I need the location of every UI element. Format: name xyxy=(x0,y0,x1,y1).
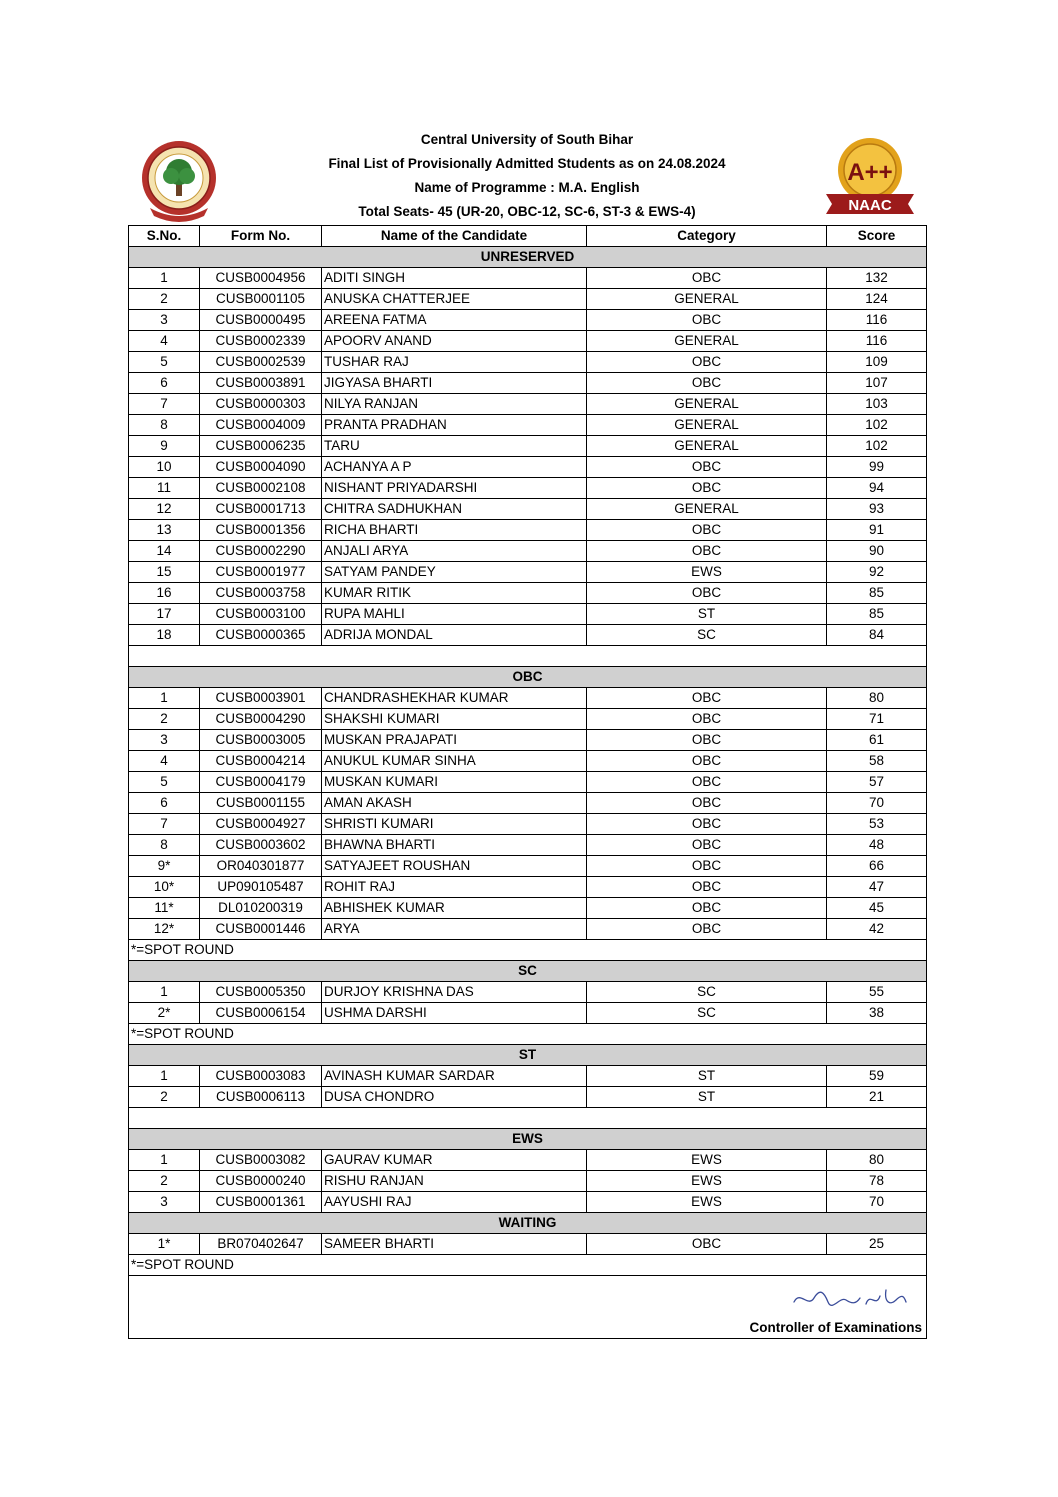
row-candidate-name: ANJALI ARYA xyxy=(322,541,587,562)
row-score: 38 xyxy=(827,1003,927,1024)
row-sno: 9 xyxy=(129,436,200,457)
row-score: 92 xyxy=(827,562,927,583)
section-title: EWS xyxy=(129,1129,927,1150)
row-score: 66 xyxy=(827,856,927,877)
row-candidate-name: BHAWNA BHARTI xyxy=(322,835,587,856)
row-form-no: CUSB0003891 xyxy=(200,373,322,394)
row-form-no: CUSB0003083 xyxy=(200,1066,322,1087)
row-sno: 17 xyxy=(129,604,200,625)
table-row xyxy=(129,1171,927,1192)
row-category: OBC xyxy=(587,352,827,373)
section-header-row xyxy=(129,247,927,268)
row-candidate-name: ABHISHEK KUMAR xyxy=(322,898,587,919)
table-header-row xyxy=(129,226,927,247)
table-row xyxy=(129,520,927,541)
row-score: 47 xyxy=(827,877,927,898)
section-title: ST xyxy=(129,1045,927,1066)
row-candidate-name: ROHIT RAJ xyxy=(322,877,587,898)
row-category: OBC xyxy=(587,688,827,709)
row-category: GENERAL xyxy=(587,436,827,457)
row-category: ST xyxy=(587,1066,827,1087)
table-row xyxy=(129,289,927,310)
column-header-category: Category xyxy=(587,226,827,247)
table-row xyxy=(129,1150,927,1171)
row-category: ST xyxy=(587,1087,827,1108)
row-form-no: CUSB0004927 xyxy=(200,814,322,835)
row-form-no: CUSB0001446 xyxy=(200,919,322,940)
footnote-row xyxy=(129,1024,927,1045)
row-form-no: CUSB0001356 xyxy=(200,520,322,541)
row-form-no: CUSB0003100 xyxy=(200,604,322,625)
row-score: 71 xyxy=(827,709,927,730)
row-sno: 2 xyxy=(129,1087,200,1108)
row-sno: 5 xyxy=(129,352,200,373)
row-category: OBC xyxy=(587,814,827,835)
row-candidate-name: RISHU RANJAN xyxy=(322,1171,587,1192)
row-form-no: CUSB0004009 xyxy=(200,415,322,436)
table-row xyxy=(129,898,927,919)
row-score: 80 xyxy=(827,688,927,709)
row-candidate-name: TARU xyxy=(322,436,587,457)
table-row xyxy=(129,541,927,562)
row-score: 124 xyxy=(827,289,927,310)
row-score: 21 xyxy=(827,1087,927,1108)
row-form-no: DL010200319 xyxy=(200,898,322,919)
row-score: 99 xyxy=(827,457,927,478)
column-header-name: Name of the Candidate xyxy=(322,226,587,247)
row-candidate-name: SATYAM PANDEY xyxy=(322,562,587,583)
row-sno: 4 xyxy=(129,331,200,352)
table-row xyxy=(129,436,927,457)
row-category: ST xyxy=(587,604,827,625)
row-score: 107 xyxy=(827,373,927,394)
row-score: 85 xyxy=(827,583,927,604)
row-form-no: CUSB0002290 xyxy=(200,541,322,562)
table-row xyxy=(129,583,927,604)
row-sno: 5 xyxy=(129,772,200,793)
row-candidate-name: AAYUSHI RAJ xyxy=(322,1192,587,1213)
row-form-no: CUSB0001155 xyxy=(200,793,322,814)
table-row xyxy=(129,835,927,856)
row-category: OBC xyxy=(587,373,827,394)
table-body xyxy=(129,247,927,1339)
row-score: 25 xyxy=(827,1234,927,1255)
total-seats: Total Seats- 45 (UR-20, OBC-12, SC-6, ST-3 & EWS-4) xyxy=(358,204,696,219)
row-candidate-name: MUSKAN PRAJAPATI xyxy=(322,730,587,751)
row-score: 91 xyxy=(827,520,927,541)
row-form-no: CUSB0003901 xyxy=(200,688,322,709)
row-score: 94 xyxy=(827,478,927,499)
row-candidate-name: APOORV ANAND xyxy=(322,331,587,352)
row-sno: 3 xyxy=(129,730,200,751)
row-sno: 11* xyxy=(129,898,200,919)
row-score: 59 xyxy=(827,1066,927,1087)
row-sno: 13 xyxy=(129,520,200,541)
row-form-no: CUSB0004214 xyxy=(200,751,322,772)
row-score: 84 xyxy=(827,625,927,646)
table-row xyxy=(129,688,927,709)
row-score: 58 xyxy=(827,751,927,772)
table-row xyxy=(129,793,927,814)
row-score: 48 xyxy=(827,835,927,856)
row-sno: 10* xyxy=(129,877,200,898)
row-form-no: BR070402647 xyxy=(200,1234,322,1255)
row-form-no: CUSB0003082 xyxy=(200,1150,322,1171)
signature-block xyxy=(131,1276,924,1338)
column-header-form-no: Form No. xyxy=(200,226,322,247)
section-header-row xyxy=(129,961,927,982)
row-candidate-name: NILYA RANJAN xyxy=(322,394,587,415)
row-candidate-name: AMAN AKASH xyxy=(322,793,587,814)
row-category: SC xyxy=(587,625,827,646)
row-sno: 14 xyxy=(129,541,200,562)
row-form-no: CUSB0000240 xyxy=(200,1171,322,1192)
row-form-no: CUSB0006235 xyxy=(200,436,322,457)
footnote-row xyxy=(129,1255,927,1276)
row-form-no: CUSB0001105 xyxy=(200,289,322,310)
row-score: 116 xyxy=(827,331,927,352)
row-candidate-name: KUMAR RITIK xyxy=(322,583,587,604)
row-sno: 1 xyxy=(129,688,200,709)
signature-cell xyxy=(129,1276,927,1339)
row-sno: 1 xyxy=(129,1150,200,1171)
row-sno: 6 xyxy=(129,793,200,814)
row-category: OBC xyxy=(587,1234,827,1255)
row-category: OBC xyxy=(587,793,827,814)
row-score: 70 xyxy=(827,793,927,814)
section-header-row xyxy=(129,1213,927,1234)
row-form-no: CUSB0003602 xyxy=(200,835,322,856)
row-candidate-name: NISHANT PRIYADARSHI xyxy=(322,478,587,499)
row-form-no: CUSB0004090 xyxy=(200,457,322,478)
row-score: 70 xyxy=(827,1192,927,1213)
row-form-no: CUSB0004956 xyxy=(200,268,322,289)
table-row xyxy=(129,415,927,436)
table-row xyxy=(129,394,927,415)
table-row xyxy=(129,919,927,940)
row-score: 109 xyxy=(827,352,927,373)
row-category: OBC xyxy=(587,541,827,562)
section-title: WAITING xyxy=(129,1213,927,1234)
row-candidate-name: SAMEER BHARTI xyxy=(322,1234,587,1255)
table-row xyxy=(129,331,927,352)
table-row xyxy=(129,268,927,289)
row-candidate-name: GAURAV KUMAR xyxy=(322,1150,587,1171)
table-row xyxy=(129,562,927,583)
row-score: 116 xyxy=(827,310,927,331)
table-row xyxy=(129,499,927,520)
row-form-no: CUSB0004290 xyxy=(200,709,322,730)
row-sno: 1* xyxy=(129,1234,200,1255)
row-score: 55 xyxy=(827,982,927,1003)
admission-list-table xyxy=(128,225,927,1339)
table-row xyxy=(129,457,927,478)
row-score: 80 xyxy=(827,1150,927,1171)
row-category: GENERAL xyxy=(587,499,827,520)
section-title: UNRESERVED xyxy=(129,247,927,268)
table-row xyxy=(129,310,927,331)
row-candidate-name: SHAKSHI KUMARI xyxy=(322,709,587,730)
row-score: 132 xyxy=(827,268,927,289)
row-form-no: CUSB0002108 xyxy=(200,478,322,499)
table-row xyxy=(129,1066,927,1087)
table-row xyxy=(129,1087,927,1108)
row-candidate-name: DUSA CHONDRO xyxy=(322,1087,587,1108)
row-sno: 2 xyxy=(129,1171,200,1192)
table-row xyxy=(129,751,927,772)
row-sno: 3 xyxy=(129,1192,200,1213)
row-candidate-name: USHMA DARSHI xyxy=(322,1003,587,1024)
row-category: OBC xyxy=(587,520,827,541)
row-category: GENERAL xyxy=(587,331,827,352)
naac-badge-icon xyxy=(824,134,920,224)
programme-name: Name of Programme : M.A. English xyxy=(414,180,640,195)
row-candidate-name: CHANDRASHEKHAR KUMAR xyxy=(322,688,587,709)
row-candidate-name: MUSKAN KUMARI xyxy=(322,772,587,793)
row-sno: 12* xyxy=(129,919,200,940)
row-candidate-name: SHRISTI KUMARI xyxy=(322,814,587,835)
row-sno: 1 xyxy=(129,982,200,1003)
row-category: OBC xyxy=(587,919,827,940)
row-sno: 15 xyxy=(129,562,200,583)
row-score: 93 xyxy=(827,499,927,520)
table-row xyxy=(129,373,927,394)
row-sno: 10 xyxy=(129,457,200,478)
row-sno: 2* xyxy=(129,1003,200,1024)
table-row xyxy=(129,625,927,646)
table-row xyxy=(129,1003,927,1024)
row-category: OBC xyxy=(587,457,827,478)
spacer-row xyxy=(129,646,927,667)
signatory-title: Controller of Examinations xyxy=(749,1320,922,1335)
row-form-no: CUSB0004179 xyxy=(200,772,322,793)
row-sno: 16 xyxy=(129,583,200,604)
row-candidate-name: ANUKUL KUMAR SINHA xyxy=(322,751,587,772)
row-sno: 9* xyxy=(129,856,200,877)
row-category: OBC xyxy=(587,751,827,772)
signature-row xyxy=(129,1276,927,1339)
row-candidate-name: ADITI SINGH xyxy=(322,268,587,289)
row-category: OBC xyxy=(587,772,827,793)
row-category: OBC xyxy=(587,730,827,751)
row-category: OBC xyxy=(587,835,827,856)
row-candidate-name: PRANTA PRADHAN xyxy=(322,415,587,436)
list-title: Final List of Provisionally Admitted Students as on 24.08.2024 xyxy=(328,156,726,171)
row-candidate-name: AREENA FATMA xyxy=(322,310,587,331)
row-form-no: CUSB0006154 xyxy=(200,1003,322,1024)
row-category: SC xyxy=(587,1003,827,1024)
row-sno: 2 xyxy=(129,289,200,310)
row-sno: 11 xyxy=(129,478,200,499)
row-form-no: CUSB0001977 xyxy=(200,562,322,583)
spot-round-note: *=SPOT ROUND xyxy=(129,940,927,961)
row-score: 53 xyxy=(827,814,927,835)
row-candidate-name: JIGYASA BHARTI xyxy=(322,373,587,394)
row-candidate-name: DURJOY KRISHNA DAS xyxy=(322,982,587,1003)
handwritten-signature-icon xyxy=(790,1282,910,1316)
row-score: 90 xyxy=(827,541,927,562)
row-sno: 3 xyxy=(129,310,200,331)
row-category: GENERAL xyxy=(587,415,827,436)
row-candidate-name: ARYA xyxy=(322,919,587,940)
section-header-row xyxy=(129,667,927,688)
row-form-no: CUSB0002339 xyxy=(200,331,322,352)
row-score: 85 xyxy=(827,604,927,625)
table-row xyxy=(129,877,927,898)
row-category: OBC xyxy=(587,310,827,331)
university-name: Central University of South Bihar xyxy=(420,132,634,147)
row-category: OBC xyxy=(587,709,827,730)
table-row xyxy=(129,772,927,793)
section-header-row xyxy=(129,1045,927,1066)
row-candidate-name: ACHANYA A P xyxy=(322,457,587,478)
row-category: SC xyxy=(587,982,827,1003)
section-title: SC xyxy=(129,961,927,982)
row-form-no: CUSB0006113 xyxy=(200,1087,322,1108)
row-sno: 4 xyxy=(129,751,200,772)
row-form-no: CUSB0000495 xyxy=(200,310,322,331)
row-form-no: CUSB0003005 xyxy=(200,730,322,751)
table-row xyxy=(129,730,927,751)
spot-round-note: *=SPOT ROUND xyxy=(129,1024,927,1045)
row-score: 61 xyxy=(827,730,927,751)
table-row xyxy=(129,478,927,499)
table-row xyxy=(129,1192,927,1213)
spot-round-note: *=SPOT ROUND xyxy=(129,1255,927,1276)
row-sno: 2 xyxy=(129,709,200,730)
row-sno: 6 xyxy=(129,373,200,394)
row-sno: 1 xyxy=(129,268,200,289)
table-row xyxy=(129,604,927,625)
row-form-no: CUSB0001713 xyxy=(200,499,322,520)
row-sno: 1 xyxy=(129,1066,200,1087)
row-score: 42 xyxy=(827,919,927,940)
table-row xyxy=(129,982,927,1003)
row-score: 78 xyxy=(827,1171,927,1192)
row-score: 102 xyxy=(827,415,927,436)
column-header-sno: S.No. xyxy=(129,226,200,247)
row-score: 45 xyxy=(827,898,927,919)
row-candidate-name: CHITRA SADHUKHAN xyxy=(322,499,587,520)
row-sno: 8 xyxy=(129,415,200,436)
row-score: 103 xyxy=(827,394,927,415)
row-form-no: CUSB0003758 xyxy=(200,583,322,604)
section-title: OBC xyxy=(129,667,927,688)
row-candidate-name: ADRIJA MONDAL xyxy=(322,625,587,646)
row-candidate-name: SATYAJEET ROUSHAN xyxy=(322,856,587,877)
table-row xyxy=(129,856,927,877)
row-candidate-name: RUPA MAHLI xyxy=(322,604,587,625)
spacer-cell xyxy=(129,646,927,667)
row-category: OBC xyxy=(587,478,827,499)
row-category: GENERAL xyxy=(587,394,827,415)
row-form-no: OR040301877 xyxy=(200,856,322,877)
row-form-no: CUSB0000365 xyxy=(200,625,322,646)
row-candidate-name: TUSHAR RAJ xyxy=(322,352,587,373)
row-candidate-name: ANUSKA CHATTERJEE xyxy=(322,289,587,310)
row-category: EWS xyxy=(587,562,827,583)
row-sno: 18 xyxy=(129,625,200,646)
row-candidate-name: AVINASH KUMAR SARDAR xyxy=(322,1066,587,1087)
row-form-no: CUSB0005350 xyxy=(200,982,322,1003)
table-row xyxy=(129,352,927,373)
row-category: OBC xyxy=(587,583,827,604)
document-header xyxy=(128,130,926,226)
row-candidate-name: RICHA BHARTI xyxy=(322,520,587,541)
row-category: GENERAL xyxy=(587,289,827,310)
row-sno: 12 xyxy=(129,499,200,520)
row-category: EWS xyxy=(587,1171,827,1192)
row-form-no: CUSB0002539 xyxy=(200,352,322,373)
table-row xyxy=(129,814,927,835)
footnote-row xyxy=(129,940,927,961)
table-row xyxy=(129,709,927,730)
naac-label: NAAC xyxy=(848,197,892,214)
row-category: OBC xyxy=(587,856,827,877)
row-category: EWS xyxy=(587,1150,827,1171)
row-sno: 7 xyxy=(129,814,200,835)
spacer-cell xyxy=(129,1108,927,1129)
row-category: OBC xyxy=(587,898,827,919)
row-score: 102 xyxy=(827,436,927,457)
row-score: 57 xyxy=(827,772,927,793)
section-header-row xyxy=(129,1129,927,1150)
column-header-score: Score xyxy=(827,226,927,247)
row-form-no: UP090105487 xyxy=(200,877,322,898)
naac-grade: A++ xyxy=(847,159,893,186)
row-form-no: CUSB0001361 xyxy=(200,1192,322,1213)
spacer-row xyxy=(129,1108,927,1129)
row-category: OBC xyxy=(587,877,827,898)
row-sno: 8 xyxy=(129,835,200,856)
table-row xyxy=(129,1234,927,1255)
row-category: OBC xyxy=(587,268,827,289)
row-form-no: CUSB0000303 xyxy=(200,394,322,415)
row-category: EWS xyxy=(587,1192,827,1213)
row-sno: 7 xyxy=(129,394,200,415)
